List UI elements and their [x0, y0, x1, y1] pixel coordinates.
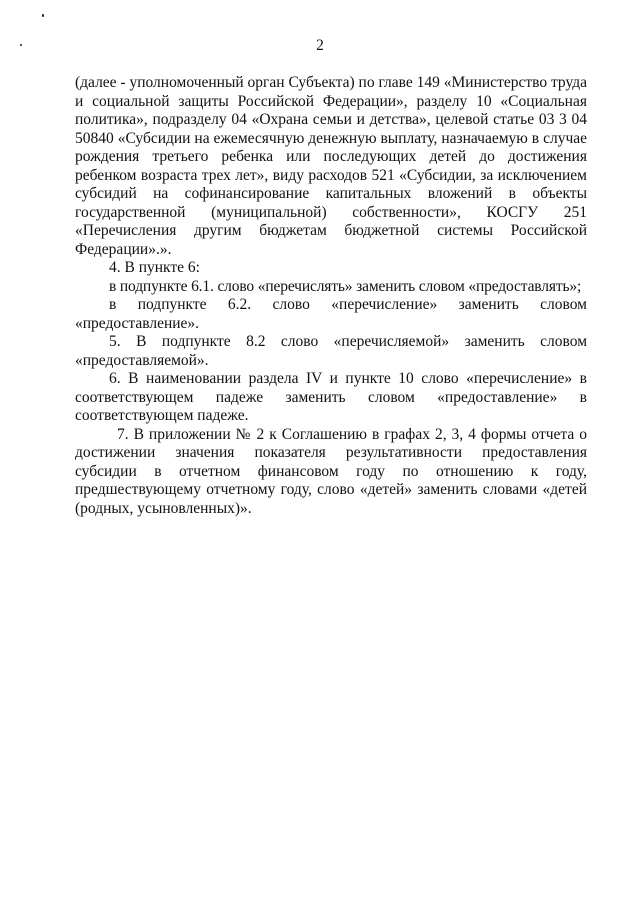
- paragraph-item-6: 6. В наименовании раздела IV и пункте 10 слово «перечисление» в соответствующем падеже заменить словом «предоставление» в соответствующем падеже.: [75, 370, 587, 424]
- page-number: 2: [316, 37, 324, 54]
- paragraph-item-7: 7. В приложении № 2 к Соглашению в графах 2, 3, 4 формы отчета о достижении значения показателя результативности предоставления субсидии в отчетном финансовом году по отношению к году, предшествующему отчетному году, слово «детей» заменить словами «детей (родных, усыновленных)».: [75, 425, 587, 517]
- scan-speck-top: [42, 14, 44, 17]
- paragraph-item-5: 5. В подпункте 8.2 слово «перечисляемой» заменить словом «предоставляемой».: [75, 333, 587, 369]
- paragraph-continuation: (далее - уполномоченный орган Субъекта) по главе 149 «Министерство труда и социальной защиты Российской Федерации», разделу 10 «Социальная политика», подразделу 04 «Охрана семьи и детства», целевой статье 03 3 04 50840 «Субсидии на ежемесячную денежную выплату, назначаемую в случае рождения третьего ребенка или последующих детей до достижения ребенком возраста трех лет», виду расходов 521 «Субсидии, за исключением субсидий на софинансирование капитальных вложений в объекты государственной (муниципальной) собственности», КОСГУ 251 «Перечисления другим бюджетам бюджетной системы Российской Федерации».».: [75, 74, 588, 258]
- paragraph-item-4-sub-1: в подпункте 6.1. слово «перечислять» заменить словом «предоставлять»;: [109, 277, 582, 295]
- paragraph-item-4-sub-2: в подпункте 6.2. слово «перечисление» заменить словом «предоставление».: [75, 296, 587, 332]
- paragraph-item-4: 4. В пункте 6:: [109, 259, 200, 276]
- document-body: [75, 74, 587, 518]
